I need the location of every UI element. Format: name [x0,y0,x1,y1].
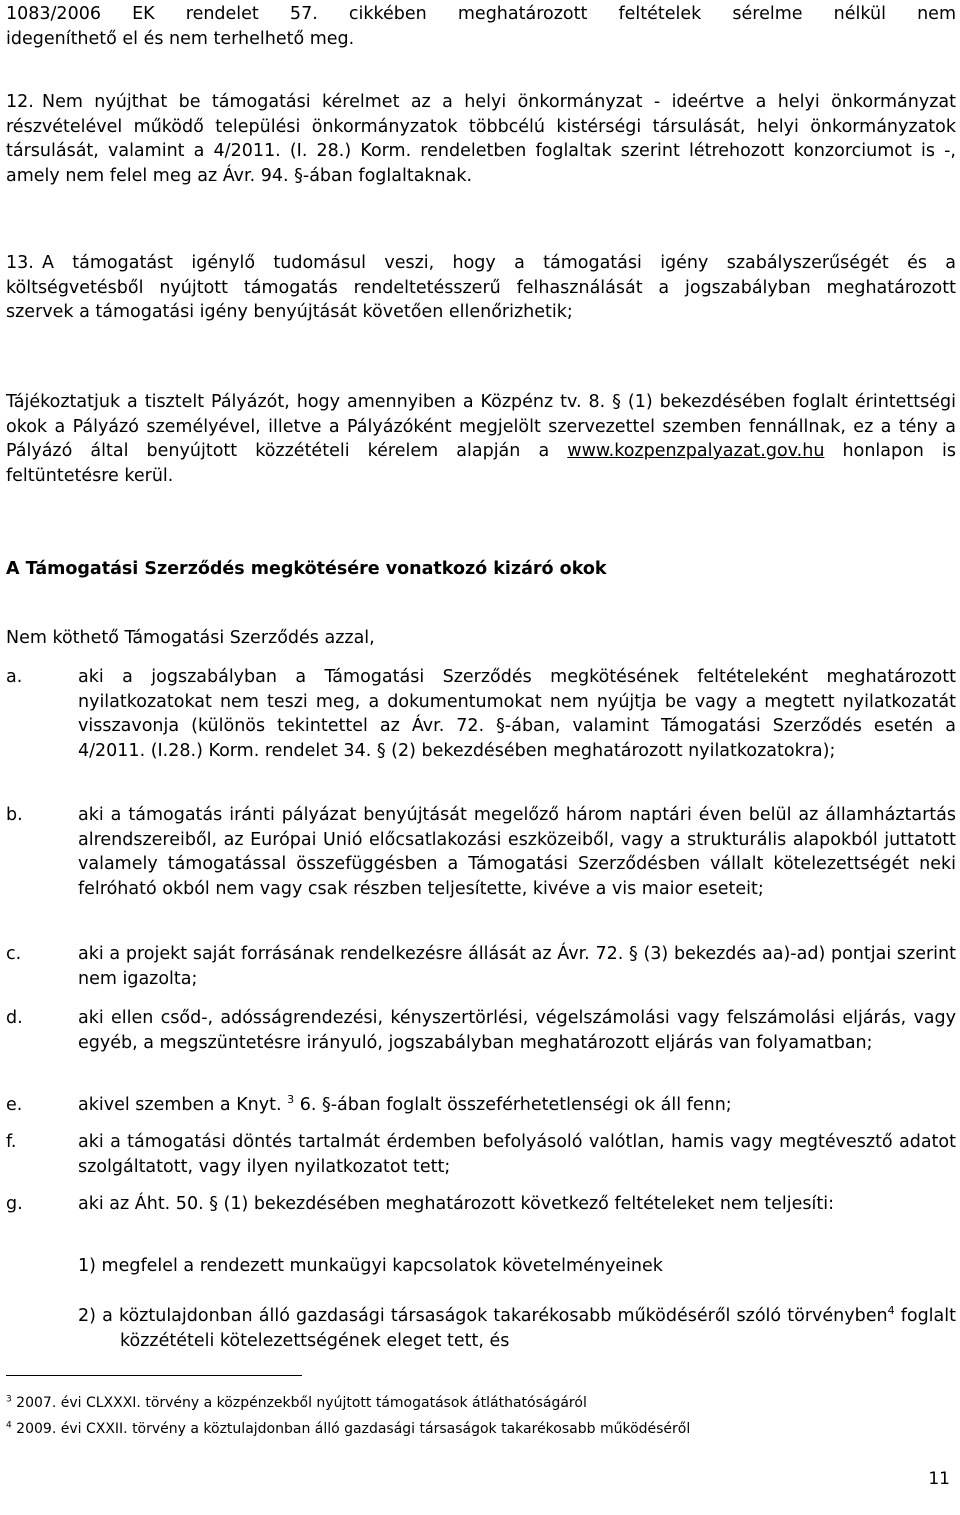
footnote-3 [6,1394,587,1412]
list-item-text-after: 6. §-ában foglalt összeférhetetlenségi ok áll fenn; [294,1095,732,1115]
footnote-text: 2007. évi CLXXXI. törvény a közpénzekből nyújtott támogatások átláthatóságáról [11,1395,587,1411]
footnote-text: 2009. évi CXXII. törvény a köztulajdonban álló gazdasági társaságok takarékosabb működéséről [11,1421,691,1437]
list-item-label: g. [6,1194,23,1214]
list-item-text: aki a jogszabályban a Támogatási Szerződés megkötésének feltételeként meghatározott nyilatkozatokat nem teszi meg, a dokumentumokat nem nyújtja be vagy a megtett nyilatkozatát visszavonja (különös tekintettel az Ávr. 72. §-ában, valamint Támogatási Szerződés esetén a 4/2011. (I.28.) Korm. rendelet 34. § (2) bekezdésében meghatározott nyilatkozatokra); [78,667,956,761]
footnote-ref-3[interactable]: 3 [287,1093,295,1107]
sub-item-2-text-after: foglalt közzétételi kötelezettségének eleget tett, és [120,1306,956,1351]
item-12-text: Nem nyújthat be támogatási kérelmet az a helyi önkormányzat - ideértve a helyi önkormányzat részvételével működő települési önkormányzatok többcélú kistérségi társulását, helyi önkormányzatok társulását, valamint a 4/2011. (I. 28.) Korm. rendeletben foglaltak szerint létrehozott konzorciumot is -, amely nem felel meg az Ávr. 94. §-ában foglaltaknak. [6,92,956,186]
notice-text-before: Tájékoztatjuk a tisztelt Pályázót, hogy amennyiben a Közpénz tv. 8. § (1) bekezdésében foglalt érintettségi okok a Pályázó személyével, illetve a Pályázóként megjelölt szervezettel szemben fennállnak, ez a tény a Pályázó által benyújtott közzétételi kérelem alapján a [6,392,956,461]
list-item-label: d. [6,1008,23,1028]
intro-line-2: idegeníthető el és nem terhelhető meg. [6,29,355,49]
footnote-mark: 3 [6,1394,12,1405]
item-13-number: 13. [6,253,34,273]
footnote-4 [6,1420,690,1438]
item-13-text: A támogatást igénylő tudomásul veszi, hogy a támogatási igény szabályszerűségét és a költségvetésből nyújtott támogatás rendeltetésszerű felhasználását a jogszabályban meghatározott szervek a támogatási igény benyújtását követően ellenőrizhetik; [6,253,956,322]
list-item-text: aki ellen csőd-, adósságrendezési, kényszertörlési, végelszámolási vagy felszámolási eljárás, vagy egyéb, a megszüntetésre irányuló, jogszabályban meghatározott eljárás van folyamatban; [78,1008,956,1053]
section-heading: A Támogatási Szerződés megkötésére vonatkozó kizáró okok [6,559,607,579]
footnote-mark: 4 [6,1420,12,1431]
list-item-text: aki a támogatás iránti pályázat benyújtását megelőző három naptári éven belül az államháztartás alrendszereiből, az Európai Unió előcsatlakozási eszközeiből, vagy a strukturális alapokból juttatott valamely támogatással összefüggésben a Támogatási Szerződésben vállalt kötelezettségét neki felróható okból nem vagy csak részben teljesítette, kivéve a vis maior eseteit; [78,805,956,899]
footnote-ref-4[interactable]: 4 [887,1304,895,1318]
sub-item-1: 1) megfelel a rendezett munkaügyi kapcsolatok követelményeinek [78,1256,663,1276]
page-number: 11 [928,1469,950,1489]
list-item-label: c. [6,944,22,964]
intro-line-1: 1083/2006 EK rendelet 57. cikkében meghatározott feltételek sérelme nélkül nem [6,4,956,24]
sub-item-2-text-before: 2) a köztulajdonban álló gazdasági társaságok takarékosabb működéséről szóló törvényben [78,1306,888,1326]
lead-sentence: Nem köthető Támogatási Szerződés azzal, [6,628,375,648]
footnote-divider [6,1375,302,1376]
list-item-text-before: akivel szemben a Knyt. [78,1095,288,1115]
list-item-label: b. [6,805,23,825]
list-item-label: a. [6,667,23,687]
notice-paragraph [6,390,956,488]
list-item-text: aki az Áht. 50. § (1) bekezdésében meghatározott következő feltételeket nem teljesíti: [78,1194,835,1214]
notice-text-after: honlapon is feltüntetésre kerül. [6,441,956,486]
notice-link[interactable]: www.kozpenzpalyazat.gov.hu [567,441,825,461]
list-item-text: aki a projekt saját forrásának rendelkezésre állását az Ávr. 72. § (3) bekezdés aa)-ad) pontjai szerint nem igazolta; [78,944,956,989]
item-12-number: 12. [6,92,34,112]
list-item-label: f. [6,1132,17,1152]
list-item-text [78,1093,956,1118]
list-item-label: e. [6,1095,23,1115]
sub-item-2 [78,1304,956,1353]
list-item-text: aki a támogatási döntés tartalmát érdemben befolyásoló valótlan, hamis vagy megtévesztő adatot szolgáltatott, vagy ilyen nyilatkozatot tett; [78,1132,956,1177]
